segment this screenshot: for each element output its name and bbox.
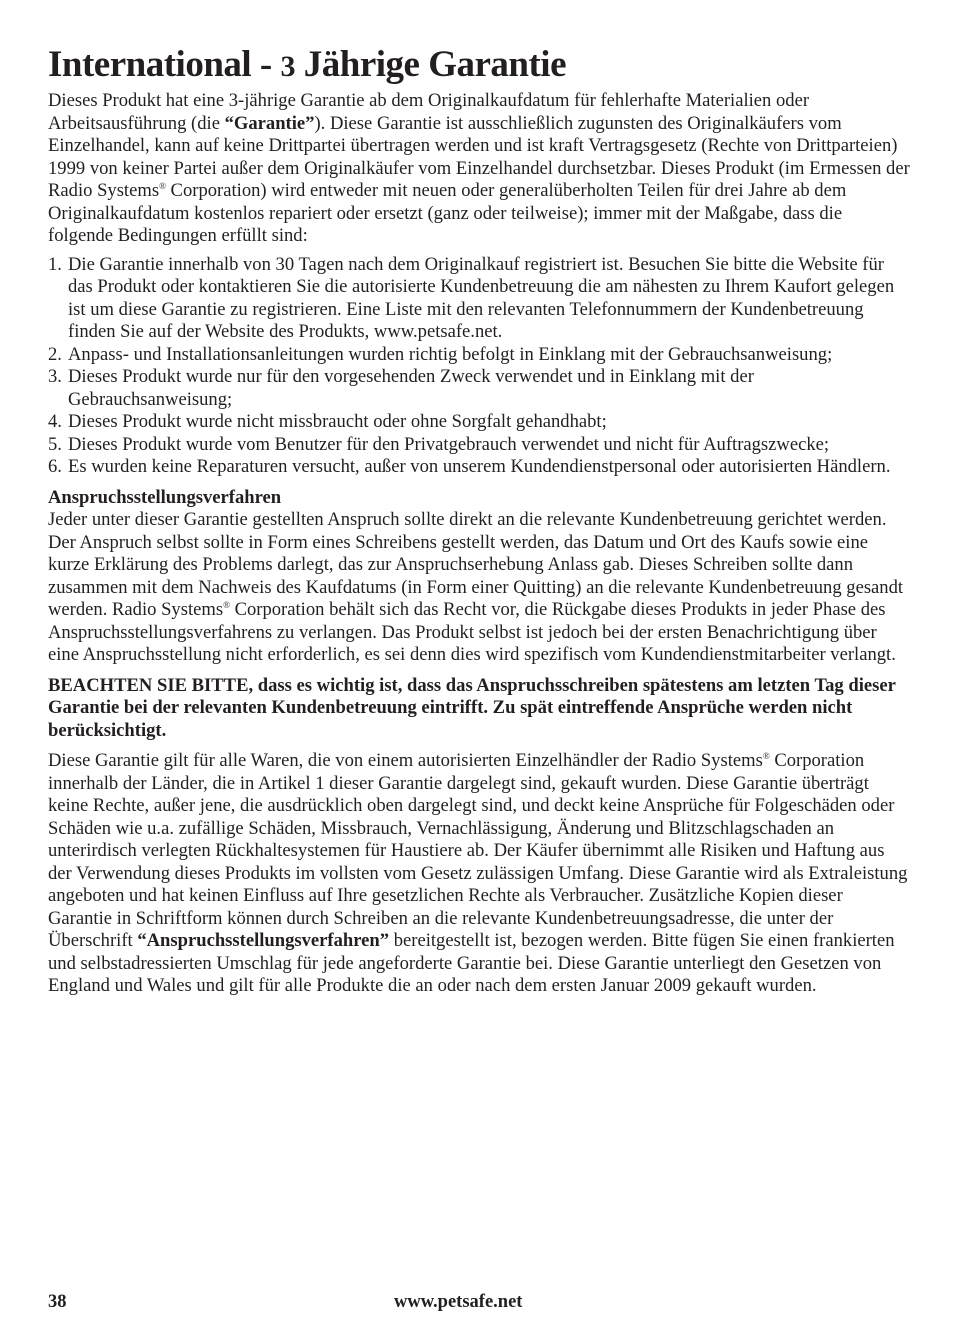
registered-mark: ® [223, 600, 230, 610]
condition-item: 5. Dieses Produkt wurde vom Benutzer für den Privatgebrauch verwendet und nicht für Auftragszwecke; [48, 433, 830, 455]
page-number: 38 [48, 1292, 67, 1312]
condition-item: 1. Die Garantie innerhalb von 30 Tagen nach dem Originalkauf registriert ist. Besuchen Sie bitte die Website für das Produkt oder kontaktieren Sie die autorisierte Kundenbetreuung die am nähesten zu Ihrem Kaufort gelegen ist um diese Garantie zu registrieren. Eine Liste mit den relevanten Telefonnummern der Kundenbetreuung finden Sie auf der Website des Produkts, www.petsafe.net. [48, 253, 895, 342]
condition-item: 4. Dieses Produkt wurde nicht missbraucht oder ohne Sorgfalt gehandhabt; [48, 411, 607, 432]
closing-paragraph: Diese Garantie gilt für alle Waren, die von einem autorisierten Einzelhändler der Radio Systems® Corporation innerhalb der Länder, die in Artikel 1 dieser Garantie dargelegt sind, gekauft wurden. Diese Garantie überträgt keine Rechte, außer jene, die ausdrücklich oben dargelegt sind, und deckt keine Ansprüche für Folgeschäden oder Schäden wie u.a. zufällige Schäden, Missbrauch, Vernachlässigung, Änderung und Blitzschlagschaden an unterirdisch verlegten Rückhaltesystemen für Haustiere ab. Der Käufer übernimmt alle Risiken und Haftung aus der Verwendung dieses Produkts im vollsten vom Gesetz zulässigen Umfang. Diese Garantie wird als Extraleistung angeboten und hat keinen Einfluss auf Ihre gesetzlichen Rechte als Verbraucher. Zusätzliche Kopien dieser Garantie in Schriftform können durch Schreiben an die relevante Kundenbetreuungsadresse, die unter der Überschrift “Anspruchsstellungsverfahren” bereitgestellt ist, bezogen werden. Bitte fügen Sie einen frankierten und selbstadressierten Umschlag für jede angeforderte Garantie bei. Diese Garantie unterliegt den Gesetzen von England und Wales und gilt für alle Produkte die an oder nach dem ersten Januar 2009 gekauft wurden. [48, 750, 908, 996]
claims-procedure-reference: “Anspruchsstellungsverfahren” [137, 930, 390, 951]
conditions-list [48, 254, 910, 479]
condition-item: 3. Dieses Produkt wurde nur für den vorgesehenden Zweck verwendet und in Einklang mit der Gebrauchsanweisung; [48, 366, 754, 410]
registered-mark: ® [762, 751, 770, 761]
title-rest: Jährige Garantie [295, 44, 567, 85]
guarantee-term: “Garantie” [224, 112, 315, 134]
page-title [48, 42, 910, 90]
registered-mark: ® [159, 181, 166, 191]
claims-paragraph: Jeder unter dieser Garantie gestellten Anspruch sollte direkt an die relevante Kundenbetreuung gerichtet werden. Der Anspruch selbst sollte in Form eines Schreibens gestellt werden, das Datum und Ort des Kaufs sowie eine kurze Erklärung des Problems darlegt, das zur Anspruchserhebung Anlass gab. Dieses Schreiben sollte dann zusammen mit dem Nachweis des Kaufdatums (in Form einer Quitting) an die relevante Kundenbetreuung gesandt werden. Radio Systems® Corporation behält sich das Recht vor, die Rückgabe dieses Produkts in jeder Phase des Anspruchsstellungsverfahrens zu verlangen. Das Produkt selbst ist jedoch bei der ersten Benachrichtigung über eine Anspruchsstellung nicht erforderlich, es sei denn dies wird spezifisch vom Kundendienstmitarbeiter verlangt. [48, 509, 904, 665]
warranty-page [48, 42, 910, 998]
notice-paragraph: BEACHTEN SIE BITTE, dass es wichtig ist, dass das Anspruchsschreiben spätestens am letzten Tag dieser Garantie bei der relevanten Kundenbetreuung eintrifft. Zu spät eintreffende Ansprüche werden nicht berücksichtigt. [48, 674, 896, 741]
title-number: 3 [280, 50, 295, 83]
condition-item: 2. Anpass- und Installationsanleitungen wurden richtig befolgt in Einklang mit der Gebrauchsanweisung; [48, 343, 833, 365]
condition-item: 6. Es wurden keine Reparaturen versucht, außer von unserem Kundendienstpersonal oder autorisierten Händlern. [48, 456, 891, 477]
footer-url: www.petsafe.net [394, 1292, 523, 1312]
intro-paragraph: Dieses Produkt hat eine 3-jährige Garantie ab dem Originalkaufdatum für fehlerhafte Materialien oder Arbeitsausführung (die “Garantie”). Diese Garantie ist ausschließlich zugunsten des Originalkäufers vom Einzelhandel, kann auf keine Drittpartei übertragen werden und ist kraft Vertragsgesetz (Rechte von Drittparteien) 1999 von keiner Partei außer dem Originalkäufer vom Einzelhandel durchsetzbar. Dieses Produkt (im Ermessen der Radio Systems® Corporation) wird entweder mit neuen oder generalüberholten Teilen für drei Jahre ab dem Originalkaufdatum kostenlos repariert oder ersetzt (ganz oder teilweise); immer mit der Maßgabe, dass die folgende Bedingungen erfüllt sind: [48, 90, 910, 246]
claims-heading: Anspruchsstellungsverfahren [48, 486, 282, 508]
title-text: International - [48, 44, 281, 85]
